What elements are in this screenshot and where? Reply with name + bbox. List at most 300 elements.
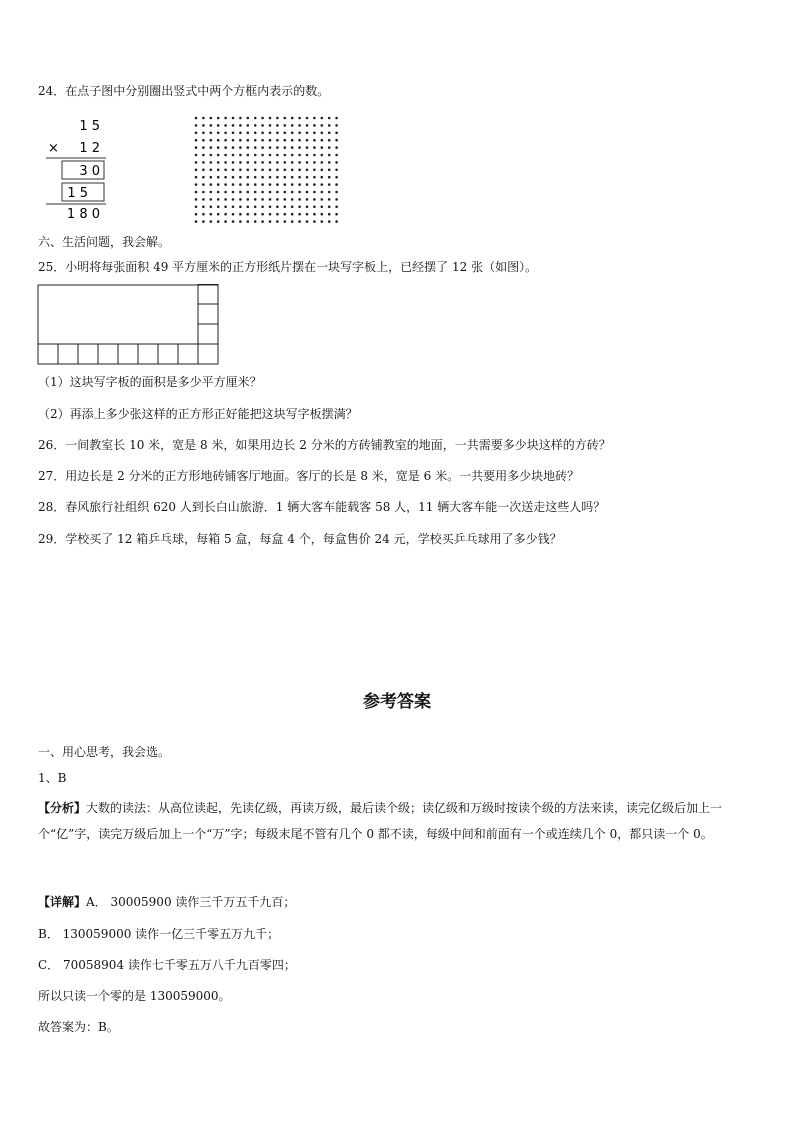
grid-dot	[247, 146, 250, 149]
grid-dot	[224, 146, 227, 149]
grid-dot	[202, 154, 205, 157]
grid-dot	[254, 161, 257, 164]
analysis-text: 大数的读法：从高位读起，先读亿级，再读万级，最后读个级；读亿级和万级时按读个级的方法来读，读完亿级后加上一个“亿”字，读完万级后加上一个“万”字；每级末尾不管有几个 0 都不读，每级中间和前面有一个或连续几个 0，都只读一个 0。	[38, 801, 723, 841]
grid-dot	[202, 176, 205, 179]
grid-dot	[276, 176, 279, 179]
grid-dot	[254, 169, 257, 172]
grid-dot	[276, 124, 279, 127]
grid-dot	[313, 198, 316, 201]
grid-dot	[284, 132, 287, 135]
grid-dot	[321, 220, 324, 223]
analysis-paragraph	[38, 795, 756, 847]
grid-dot	[247, 154, 250, 157]
grid-dot	[321, 183, 324, 186]
grid-dot	[247, 132, 250, 135]
grid-dot	[291, 191, 294, 194]
grid-dot	[247, 169, 250, 172]
grid-dot	[313, 124, 316, 127]
grid-dot	[217, 206, 220, 209]
grid-dot	[210, 124, 213, 127]
grid-dot	[306, 117, 309, 120]
grid-dot	[269, 169, 272, 172]
grid-dot	[313, 191, 316, 194]
board-square-bottom	[178, 344, 198, 364]
grid-dot	[261, 213, 264, 216]
grid-dot	[210, 213, 213, 216]
grid-dot	[291, 117, 294, 120]
grid-dot	[269, 154, 272, 157]
grid-dot	[298, 191, 301, 194]
dot-grid	[192, 114, 342, 226]
grid-dot	[298, 154, 301, 157]
grid-dot	[276, 169, 279, 172]
grid-dot	[202, 117, 205, 120]
grid-dot	[284, 213, 287, 216]
grid-dot	[313, 220, 316, 223]
grid-dot	[217, 154, 220, 157]
vertical-multiplication	[40, 112, 110, 222]
grid-dot	[284, 220, 287, 223]
conclusion: 所以只读一个零的是 130059000。	[38, 989, 231, 1003]
grid-dot	[298, 117, 301, 120]
grid-dot	[202, 124, 205, 127]
grid-dot	[210, 117, 213, 120]
multiplier: 1 2	[79, 141, 100, 156]
grid-dot	[210, 206, 213, 209]
grid-dot	[328, 206, 331, 209]
grid-dot	[328, 117, 331, 120]
grid-dot	[224, 198, 227, 201]
grid-dot	[195, 183, 198, 186]
question-25: 25．小明将每张面积 49 平方厘米的正方形纸片摆在一块写字板上，已经摆了 12 张（如图）。	[38, 260, 538, 274]
grid-dot	[276, 117, 279, 120]
grid-dot	[291, 154, 294, 157]
analysis-label: 【分析】	[38, 801, 87, 815]
grid-dot	[261, 183, 264, 186]
grid-dot	[239, 169, 242, 172]
board-square-bottom	[98, 344, 118, 364]
grid-dot	[313, 169, 316, 172]
grid-dot	[284, 176, 287, 179]
grid-dot	[217, 213, 220, 216]
grid-dot	[328, 124, 331, 127]
grid-dot	[313, 154, 316, 157]
grid-dot	[328, 154, 331, 157]
board-square-bottom	[118, 344, 138, 364]
board-square-bottom	[38, 344, 58, 364]
grid-dot	[313, 139, 316, 142]
grid-dot	[224, 154, 227, 157]
grid-dot	[224, 183, 227, 186]
grid-dot	[254, 154, 257, 157]
grid-dot	[254, 139, 257, 142]
grid-dot	[195, 198, 198, 201]
grid-dot	[335, 132, 338, 135]
grid-dot	[232, 161, 235, 164]
grid-dot	[298, 198, 301, 201]
grid-dot	[232, 132, 235, 135]
grid-dot	[298, 161, 301, 164]
grid-dot	[247, 206, 250, 209]
grid-dot	[284, 198, 287, 201]
board-square-column	[198, 324, 218, 344]
grid-dot	[284, 124, 287, 127]
partial-product-1: 3 0	[79, 164, 100, 179]
grid-dot	[328, 191, 331, 194]
grid-dot	[254, 176, 257, 179]
grid-dot	[298, 183, 301, 186]
grid-dot	[261, 220, 264, 223]
grid-dot	[306, 213, 309, 216]
grid-dot	[217, 132, 220, 135]
grid-dot	[291, 183, 294, 186]
grid-dot	[239, 154, 242, 157]
grid-dot	[276, 132, 279, 135]
grid-dot	[202, 146, 205, 149]
grid-dot	[261, 161, 264, 164]
grid-dot	[224, 191, 227, 194]
final-answer: 故答案为：B。	[38, 1020, 119, 1034]
grid-dot	[202, 206, 205, 209]
grid-dot	[195, 220, 198, 223]
grid-dot	[313, 132, 316, 135]
grid-dot	[254, 132, 257, 135]
grid-dot	[335, 117, 338, 120]
grid-dot	[328, 169, 331, 172]
grid-dot	[321, 117, 324, 120]
grid-dot	[298, 146, 301, 149]
grid-dot	[335, 139, 338, 142]
grid-dot	[328, 139, 331, 142]
grid-dot	[276, 206, 279, 209]
grid-dot	[335, 146, 338, 149]
grid-dot	[306, 124, 309, 127]
grid-dot	[232, 220, 235, 223]
grid-dot	[269, 139, 272, 142]
grid-dot	[254, 213, 257, 216]
board-outline	[38, 285, 218, 364]
grid-dot	[239, 161, 242, 164]
grid-dot	[247, 139, 250, 142]
grid-dot	[321, 154, 324, 157]
grid-dot	[284, 146, 287, 149]
partial-product-2: 1 5	[67, 186, 88, 201]
grid-dot	[269, 117, 272, 120]
section-6-heading: 六、生活问题，我会解。	[38, 235, 171, 249]
detail-b: B． 130059000 读作一亿三千零五万九千；	[38, 927, 280, 941]
grid-dot	[232, 206, 235, 209]
grid-dot	[195, 132, 198, 135]
grid-dot	[306, 161, 309, 164]
grid-dot	[217, 176, 220, 179]
grid-dot	[239, 117, 242, 120]
grid-dot	[335, 183, 338, 186]
grid-dot	[195, 154, 198, 157]
grid-dot	[195, 146, 198, 149]
grid-dot	[269, 213, 272, 216]
grid-dot	[306, 220, 309, 223]
grid-dot	[335, 124, 338, 127]
grid-dot	[313, 117, 316, 120]
grid-dot	[217, 139, 220, 142]
grid-dot	[202, 169, 205, 172]
grid-dot	[276, 191, 279, 194]
grid-dot	[284, 206, 287, 209]
grid-dot	[202, 183, 205, 186]
grid-dot	[261, 169, 264, 172]
grid-dot	[335, 176, 338, 179]
grid-dot	[195, 213, 198, 216]
grid-dot	[284, 161, 287, 164]
grid-dot	[224, 161, 227, 164]
grid-dot	[202, 132, 205, 135]
grid-dot	[335, 220, 338, 223]
grid-dot	[232, 146, 235, 149]
grid-dot	[335, 154, 338, 157]
grid-dot	[261, 124, 264, 127]
grid-dot	[269, 132, 272, 135]
grid-dot	[261, 139, 264, 142]
grid-dot	[276, 183, 279, 186]
grid-dot	[313, 183, 316, 186]
grid-dot	[210, 183, 213, 186]
grid-dot	[306, 169, 309, 172]
multiply-sign: ×	[48, 141, 59, 156]
grid-dot	[195, 161, 198, 164]
grid-dot	[217, 117, 220, 120]
grid-dot	[239, 124, 242, 127]
grid-dot	[217, 183, 220, 186]
grid-dot	[195, 124, 198, 127]
grid-dot	[291, 161, 294, 164]
grid-dot	[321, 213, 324, 216]
question-25-sub-2: （2）再添上多少张这样的正方形正好能把这块写字板摆满？	[38, 407, 358, 421]
grid-dot	[291, 132, 294, 135]
grid-dot	[195, 117, 198, 120]
grid-dot	[276, 213, 279, 216]
grid-dot	[195, 176, 198, 179]
grid-dot	[195, 139, 198, 142]
question-24: 24．在点子图中分别圈出竖式中两个方框内表示的数。	[38, 84, 330, 98]
board-square-column	[198, 284, 218, 304]
board-square-bottom	[158, 344, 178, 364]
grid-dot	[261, 117, 264, 120]
grid-dot	[306, 146, 309, 149]
grid-dot	[328, 213, 331, 216]
grid-dot	[239, 146, 242, 149]
grid-dot	[298, 206, 301, 209]
grid-dot	[269, 176, 272, 179]
board-square-column	[198, 304, 218, 324]
answer-title: 参考答案	[363, 692, 431, 712]
grid-dot	[224, 213, 227, 216]
grid-dot	[239, 206, 242, 209]
grid-dot	[254, 206, 257, 209]
grid-dot	[202, 139, 205, 142]
grid-dot	[239, 183, 242, 186]
grid-dot	[276, 220, 279, 223]
grid-dot	[210, 154, 213, 157]
grid-dot	[306, 183, 309, 186]
grid-dot	[276, 154, 279, 157]
grid-dot	[247, 183, 250, 186]
grid-dot	[202, 161, 205, 164]
grid-dot	[291, 206, 294, 209]
grid-dot	[202, 213, 205, 216]
grid-dot	[239, 132, 242, 135]
grid-dot	[202, 191, 205, 194]
grid-dot	[254, 191, 257, 194]
grid-dot	[321, 206, 324, 209]
grid-dot	[298, 176, 301, 179]
grid-dot	[269, 191, 272, 194]
grid-dot	[298, 132, 301, 135]
grid-dot	[210, 176, 213, 179]
grid-dot	[224, 220, 227, 223]
grid-dot	[291, 124, 294, 127]
detail-a-text: A． 30005900 读作三千万五千九百；	[86, 895, 296, 909]
grid-dot	[232, 191, 235, 194]
grid-dot	[328, 146, 331, 149]
board-square-bottom	[138, 344, 158, 364]
grid-dot	[313, 146, 316, 149]
grid-dot	[261, 198, 264, 201]
grid-dot	[239, 198, 242, 201]
grid-dot	[321, 169, 324, 172]
grid-dot	[313, 176, 316, 179]
answer-section-1-heading: 一、用心思考，我会选。	[38, 745, 171, 759]
grid-dot	[313, 213, 316, 216]
grid-dot	[254, 198, 257, 201]
grid-dot	[291, 220, 294, 223]
grid-dot	[291, 213, 294, 216]
grid-dot	[276, 198, 279, 201]
answer-1: 1、B	[38, 771, 67, 785]
grid-dot	[328, 220, 331, 223]
grid-dot	[306, 139, 309, 142]
grid-dot	[239, 220, 242, 223]
grid-dot	[291, 169, 294, 172]
grid-dot	[269, 183, 272, 186]
grid-dot	[217, 169, 220, 172]
board-square-bottom	[58, 344, 78, 364]
grid-dot	[224, 124, 227, 127]
grid-dot	[306, 132, 309, 135]
grid-dot	[247, 191, 250, 194]
question-26: 26．一间教室长 10 米，宽是 8 米，如果用边长 2 分米的方砖铺教室的地面，一共需要多少块这样的方砖？	[38, 438, 611, 452]
grid-dot	[261, 146, 264, 149]
grid-dot	[210, 161, 213, 164]
grid-dot	[224, 132, 227, 135]
grid-dot	[217, 124, 220, 127]
question-29: 29．学校买了 12 箱乒乓球，每箱 5 盒，每盒 4 个，每盒售价 24 元，学校买乒乓球用了多少钱？	[38, 532, 562, 546]
grid-dot	[284, 139, 287, 142]
grid-dot	[328, 183, 331, 186]
grid-dot	[210, 146, 213, 149]
grid-dot	[306, 154, 309, 157]
grid-dot	[306, 198, 309, 201]
detail-a	[38, 894, 295, 910]
grid-dot	[217, 161, 220, 164]
grid-dot	[269, 198, 272, 201]
grid-dot	[321, 198, 324, 201]
grid-dot	[321, 191, 324, 194]
grid-dot	[284, 183, 287, 186]
grid-dot	[195, 206, 198, 209]
grid-dot	[269, 146, 272, 149]
grid-dot	[261, 206, 264, 209]
grid-dot	[313, 161, 316, 164]
detail-c: C． 70058904 读作七千零五万八千九百零四；	[38, 958, 296, 972]
grid-dot	[232, 117, 235, 120]
grid-dot	[254, 183, 257, 186]
grid-dot	[239, 139, 242, 142]
grid-dot	[210, 169, 213, 172]
grid-dot	[217, 220, 220, 223]
grid-dot	[306, 176, 309, 179]
grid-dot	[321, 124, 324, 127]
grid-dot	[224, 169, 227, 172]
grid-dot	[195, 191, 198, 194]
grid-dot	[321, 139, 324, 142]
grid-dot	[247, 220, 250, 223]
grid-dot	[306, 191, 309, 194]
question-28: 28．春风旅行社组织 620 人到长白山旅游．1 辆大客车能载客 58 人，11 辆大客车能一次送走这些人吗？	[38, 500, 606, 514]
grid-dot	[254, 146, 257, 149]
grid-dot	[210, 132, 213, 135]
grid-dot	[232, 183, 235, 186]
question-27: 27．用边长是 2 分米的正方形地砖铺客厅地面。客厅的长是 8 米，宽是 6 米。一共要用多少块地砖？	[38, 469, 580, 483]
grid-dot	[321, 161, 324, 164]
grid-dot	[202, 220, 205, 223]
multiplicand: 1 5	[79, 119, 100, 134]
grid-dot	[335, 169, 338, 172]
product-result: 1 8 0	[66, 207, 100, 222]
grid-dot	[217, 198, 220, 201]
question-25-sub-1: （1）这块写字板的面积是多少平方厘米？	[38, 375, 262, 389]
grid-dot	[232, 198, 235, 201]
grid-dot	[254, 220, 257, 223]
grid-dot	[239, 213, 242, 216]
grid-dot	[224, 117, 227, 120]
grid-dot	[284, 191, 287, 194]
grid-dot	[298, 124, 301, 127]
grid-dot	[291, 198, 294, 201]
grid-dot	[321, 146, 324, 149]
writing-board	[37, 284, 221, 366]
grid-dot	[335, 198, 338, 201]
grid-dot	[313, 206, 316, 209]
board-square-bottom	[198, 344, 218, 364]
grid-dot	[328, 198, 331, 201]
grid-dot	[291, 139, 294, 142]
grid-dot	[328, 132, 331, 135]
grid-dot	[335, 161, 338, 164]
grid-dot	[247, 213, 250, 216]
grid-dot	[261, 191, 264, 194]
grid-dot	[232, 176, 235, 179]
grid-dot	[254, 124, 257, 127]
grid-dot	[291, 146, 294, 149]
grid-dot	[232, 124, 235, 127]
grid-dot	[217, 146, 220, 149]
grid-dot	[247, 161, 250, 164]
grid-dot	[247, 117, 250, 120]
grid-dot	[269, 206, 272, 209]
grid-dot	[247, 124, 250, 127]
grid-dot	[210, 139, 213, 142]
grid-dot	[298, 139, 301, 142]
